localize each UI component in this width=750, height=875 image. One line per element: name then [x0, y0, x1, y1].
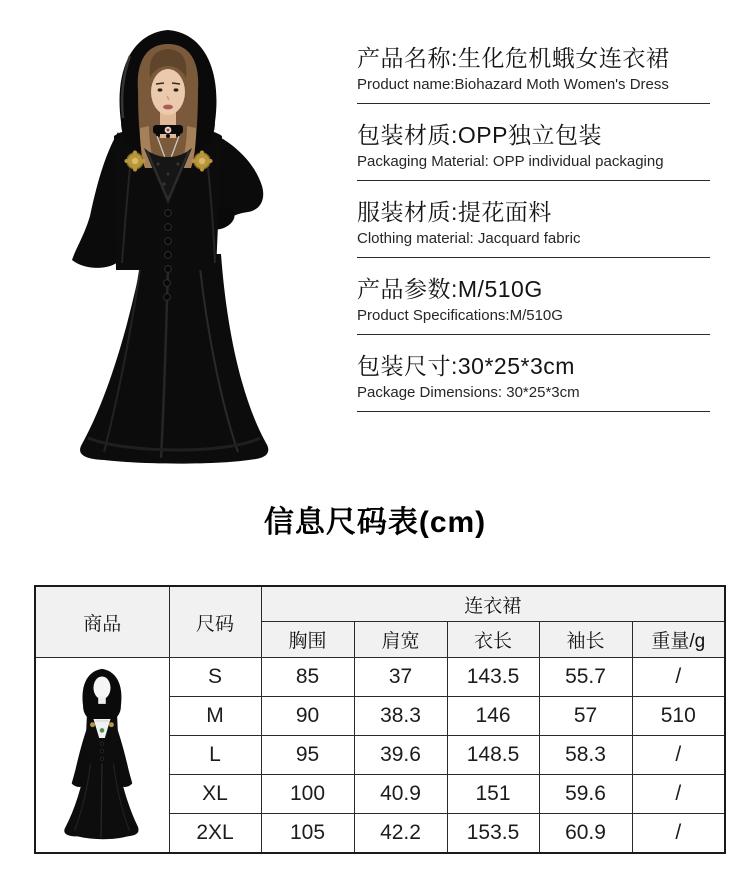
value-cell: 60.9	[539, 814, 632, 854]
column-header-shoulder: 肩宽	[354, 622, 447, 658]
value-cell: 42.2	[354, 814, 447, 854]
value-cell: 55.7	[539, 658, 632, 697]
table-row-s	[35, 658, 725, 697]
value-cell: 151	[447, 775, 539, 814]
info-section-product-name	[357, 44, 710, 104]
dress-on-mannequin-image	[49, 663, 155, 847]
value-cell: /	[632, 775, 725, 814]
value-cell: /	[632, 658, 725, 697]
clothing-material-en: Clothing material: Jacquard fabric	[357, 230, 581, 247]
value-cell: 148.5	[447, 736, 539, 775]
package-dimensions-cn: 包装尺寸:30*25*3cm	[357, 353, 575, 379]
value-cell: 95	[261, 736, 354, 775]
value-cell: /	[632, 736, 725, 775]
size-cell: S	[169, 658, 261, 697]
value-cell: 37	[354, 658, 447, 697]
info-section-package-dimensions	[357, 352, 710, 412]
value-cell: 57	[539, 697, 632, 736]
size-chart-table	[34, 585, 726, 854]
info-section-clothing-material	[357, 198, 710, 258]
value-cell: 40.9	[354, 775, 447, 814]
product-specs-en: Product Specifications:M/510G	[357, 307, 563, 324]
value-cell: 38.3	[354, 697, 447, 736]
info-section-packaging-material	[357, 121, 710, 181]
product-name-en: Product name:Biohazard Moth Women's Dress	[357, 76, 669, 93]
size-cell: XL	[169, 775, 261, 814]
size-cell: 2XL	[169, 814, 261, 854]
value-cell: 143.5	[447, 658, 539, 697]
product-info-panel	[357, 44, 710, 429]
column-header-size: 尺码	[169, 586, 261, 658]
value-cell: 85	[261, 658, 354, 697]
value-cell: 153.5	[447, 814, 539, 854]
column-header-weight: 重量/g	[632, 622, 725, 658]
value-cell: 59.6	[539, 775, 632, 814]
product-thumbnail-cell	[35, 658, 169, 854]
clothing-material-cn: 服装材质:提花面料	[357, 199, 552, 225]
column-header-dress-group: 连衣裙	[261, 586, 725, 622]
column-header-sleeve: 袖长	[539, 622, 632, 658]
value-cell: 105	[261, 814, 354, 854]
value-cell: 58.3	[539, 736, 632, 775]
value-cell: /	[632, 814, 725, 854]
woman-in-black-hooded-gown-image	[18, 8, 340, 466]
value-cell: 510	[632, 697, 725, 736]
packaging-material-en: Packaging Material: OPP individual packaging	[357, 153, 664, 170]
value-cell: 39.6	[354, 736, 447, 775]
column-header-product: 商品	[35, 586, 169, 658]
value-cell: 90	[261, 697, 354, 736]
product-specs-cn: 产品参数:M/510G	[357, 276, 543, 302]
column-header-bust: 胸围	[261, 622, 354, 658]
packaging-material-cn: 包装材质:OPP独立包装	[357, 122, 602, 148]
product-name-cn: 产品名称:生化危机蛾女连衣裙	[357, 45, 670, 71]
package-dimensions-en: Package Dimensions: 30*25*3cm	[357, 384, 580, 401]
column-header-length: 衣长	[447, 622, 539, 658]
size-cell: L	[169, 736, 261, 775]
info-section-product-specs	[357, 275, 710, 335]
product-photo	[18, 8, 340, 466]
value-cell: 100	[261, 775, 354, 814]
size-chart-title: 信息尺码表(cm)	[263, 506, 487, 539]
size-cell: M	[169, 697, 261, 736]
value-cell: 146	[447, 697, 539, 736]
